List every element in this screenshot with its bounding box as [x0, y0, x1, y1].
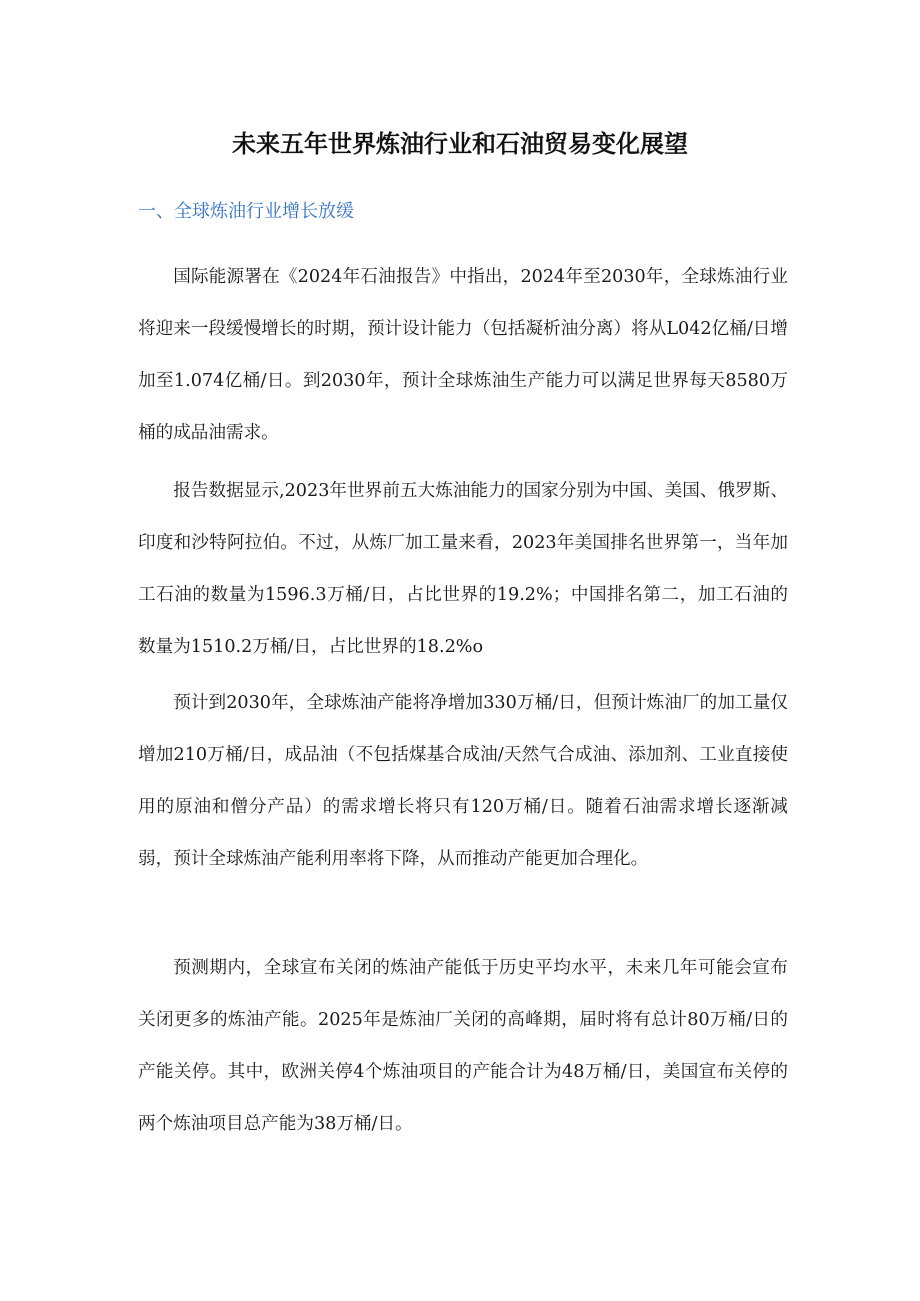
section-heading: 一、全球炼油行业增长放缓: [138, 201, 354, 222]
paragraph-2: 报告数据显示,2023年世界前五大炼油能力的国家分别为中国、美国、俄罗斯、印度和沙特阿拉伯。不过，从炼厂加工量来看，2023年美国排名世界第一，当年加工石油的数量为1596.3万桶/日，占比世界的19.2%；中国排名第二，加工石油的数量为1510.2万桶/日，占比世界的18.2%o: [138, 481, 788, 657]
paragraph-3: 预计到2030年，全球炼油产能将净增加330万桶/日，但预计炼油厂的加工量仅增加210万桶/日，成品油（不包括煤基合成油/天然气合成油、添加剂、工业直接使用的原油和僧分产品）的需求增长将只有120万桶/日。随着石油需求增长逐渐减弱，预计全球炼油产能利用率将下降，从而推动产能更加合理化。: [138, 693, 788, 869]
document-title: 未来五年世界炼油行业和石油贸易变化展望: [232, 130, 688, 158]
paragraph-1: 国际能源署在《2024年石油报告》中指出，2024年至2030年，全球炼油行业将迎来一段缓慢增长的时期，预计设计能力（包括凝析油分离）将从L042亿桶/日增加至1.074亿桶/日。到2030年，预计全球炼油生产能力可以满足世界每天8580万桶的成品油需求。: [138, 267, 788, 443]
paragraph-4: 预测期内，全球宣布关闭的炼油产能低于历史平均水平，未来几年可能会宣布关闭更多的炼油产能。2025年是炼油厂关闭的高峰期，届时将有总计80万桶/日的产能关停。其中，欧洲关停4个炼油项目的产能合计为48万桶/日，美国宣布关停的两个炼油项目总产能为38万桶/日。: [138, 958, 788, 1134]
